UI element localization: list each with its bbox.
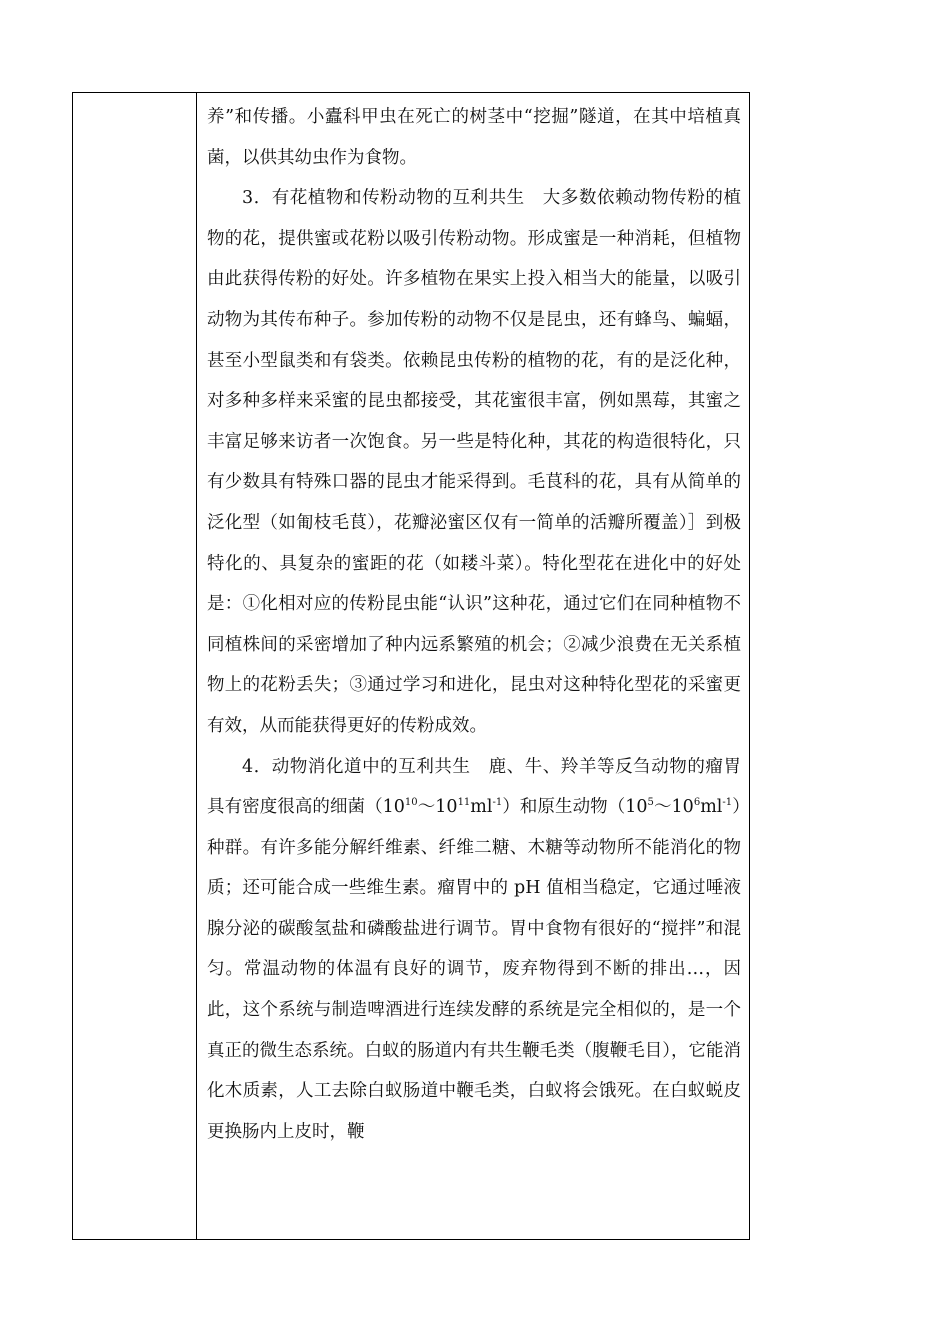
paragraph-pollination-mutualism: 3．有花植物和传粉动物的互利共生 大多数依赖动物传粉的植物的花，提供蜜或花粉以吸引传粉动物。形成蜜是一种消耗，但植物由此获得传粉的好处。许多植物在果实上投入相当大的能量，以吸引动物为其传布种子。参加传粉的动物不仅是昆虫，还有蜂鸟、蝙蝠，甚至小型鼠类和有袋类。依赖昆虫传粉的植物的花，有的是泛化种，对多种多样来采蜜的昆虫都接受，其花蜜很丰富，例如黑莓，其蜜之丰富足够来访者一次饱食。另一些是特化种，其花的构造很特化，只有少数具有特殊口器的昆虫才能采得到。毛茛科的花，具有从简单的泛化型（如匍枝毛茛），花瓣泌蜜区仅有一简单的活瓣所覆盖）］到极特化的、具复杂的蜜距的花（如耧斗菜）。特化型花在进化中的好处是：①化相对应的传粉昆虫能“认识”这种花，通过它们在同种植物不同植株间的采密增加了种内远系繁殖的机会；②减少浪费在无关系植物上的花粉丢失；③通过学习和进化，昆虫对这种特化型花的采蜜更有效，从而能获得更好的传粉成效。 [207,188,741,736]
table-left-cell [73,93,197,1239]
table-right-cell [197,93,749,1239]
content-table [72,92,750,1240]
paragraph-digestive-mutualism: 4．动物消化道中的互利共生 鹿、牛、羚羊等反刍动物的瘤胃具有密度很高的细菌$(10^{10}\sim 10^{11}ml^{-1})$和原生动物$(10^5\sim 10^6ml^{-1})$种群。有许多能分解纤维素、纤维二糖、木糖等动物所不能消化的物质；还可能合成一些维生素。瘤胃中的 pH 值相当稳定，它通过唾液腺分泌的碳酸氢盐和磷酸盐进行调节。胃中食物有很好的“搅拌”和混匀。常温动物的体温有良好的调节，废弃物得到不断的排出…，因此，这个系统与制造啤酒进行连续发酵的系统是完全相似的，是一个真正的微生态系统。白蚁的肠道内有共生鞭毛类（腹鞭毛目），它能消化木质素，人工去除白蚁肠道中鞭毛类，白蚁将会饿死。在白蚁蜕皮更换肠内上皮时，鞭 [207,756,741,1142]
paragraph-continuation: 养”和传播。小蠹科甲虫在死亡的树茎中“挖掘”隧道，在其中培植真菌，以供其幼虫作为食物。 [207,107,741,168]
